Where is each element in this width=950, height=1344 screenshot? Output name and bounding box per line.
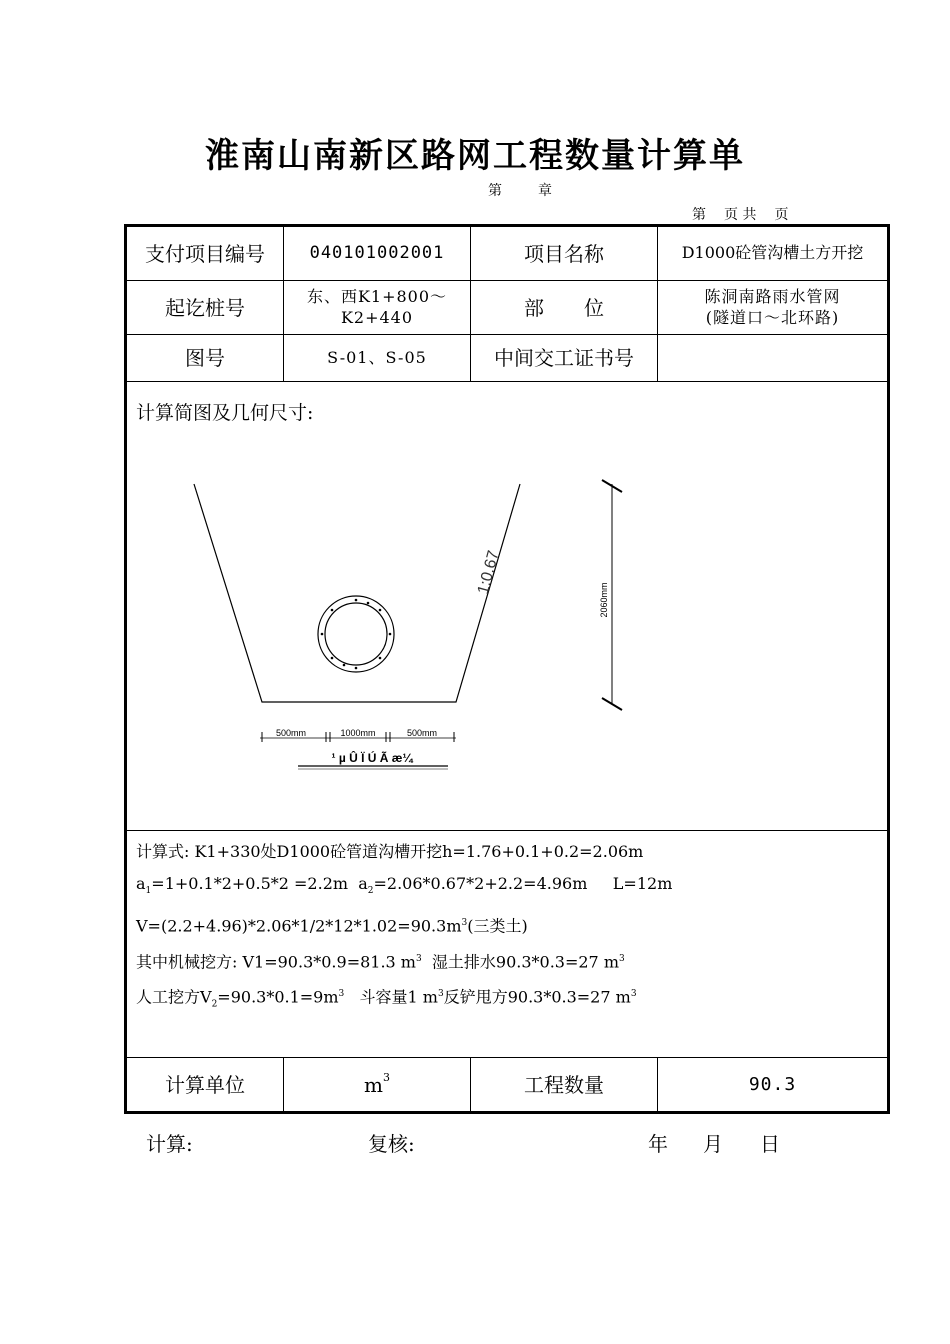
calc-line-1 — [136, 836, 672, 868]
calc-line-2-c: =2.06*0.67*2+2.2=4.96m L=12m — [373, 874, 673, 893]
pipe-rebar-marks — [321, 599, 392, 670]
calc-line-2-b: =1+0.1*2+0.5*2 =2.2m a — [151, 874, 368, 893]
location-value-line2: (隧道口～北环路) — [705, 307, 840, 327]
interim-cert-label: 中间交工证书号 — [494, 346, 634, 370]
calc-sup: 3 — [415, 953, 422, 964]
item-name-value: D1000砼管沟槽土方开挖 — [681, 243, 864, 263]
unit-label: 计算单位 — [165, 1072, 245, 1097]
calc-line-2 — [136, 868, 672, 907]
calc-line-5-b: =90.3*0.1=9m — [217, 987, 339, 1007]
page-title: 淮南山南新区路网工程数量计算单 — [205, 136, 745, 176]
calc-line-4-b: 湿土排水90.3*0.3=27 m — [421, 951, 619, 971]
calc-sup: 3 — [338, 988, 345, 999]
calc-line-3 — [136, 907, 672, 942]
calc-line-5-c: 斗容量1 m — [344, 987, 438, 1007]
footer-month: 月 — [703, 1132, 723, 1156]
dim-mid-label: 1000mm — [340, 728, 376, 738]
calc-sub: 2 — [211, 999, 218, 1010]
payment-item-code-label: 支付项目编号 — [145, 241, 265, 266]
dim-right-label: 500mm — [406, 728, 438, 738]
pipe-outer-ring — [318, 596, 394, 672]
drawing-no-value: S-01、S-05 — [327, 347, 427, 367]
trench-outline — [194, 484, 520, 702]
page-ye: 页 — [774, 207, 789, 223]
footer-calc: 计算: — [146, 1132, 193, 1156]
calc-sup: 3 — [619, 953, 625, 964]
calc-line-1-text: 计算式: K1+330处D1000砼管道沟槽开挖h=1.76+0.1+0.2=2.06m — [136, 842, 644, 861]
calc-a1: a — [136, 874, 146, 893]
quantity-label: 工程数量 — [524, 1072, 604, 1097]
depth-label: 2060mm — [599, 582, 609, 618]
calc-sub: 2 — [367, 886, 374, 897]
footer-day: 日 — [760, 1132, 780, 1156]
chainage-value-line2: K2+440 — [340, 307, 414, 327]
footer-review: 复核: — [368, 1132, 415, 1156]
chainage-label: 起讫桩号 — [165, 295, 245, 320]
calc-sup: 3 — [437, 988, 444, 999]
diagram-section-label: 计算简图及几何尺寸: — [136, 402, 314, 424]
drawing-no-label: 图号 — [185, 346, 225, 370]
page-ye-gong: 页 共 — [724, 207, 757, 223]
calc-line-4-a: 其中机械挖方: V1=90.3*0.9=81.3 m — [136, 951, 416, 971]
calc-line-5-a: 人工挖方V — [136, 987, 212, 1007]
chainage-value-line1: 东、西K1+800～ — [306, 286, 448, 306]
location-value-line1: 陈洞南路雨水管网 — [704, 286, 841, 306]
quantity-value: 90.3 — [748, 1073, 797, 1095]
calc-line-5-d: 反铲甩方90.3*0.3=27 m — [443, 987, 631, 1007]
chapter-zhang: 章 — [538, 183, 554, 199]
calc-line-3-b: (三类土) — [467, 916, 528, 936]
slope-label: 1:0.67 — [474, 548, 503, 597]
calc-sup: 3 — [461, 918, 468, 929]
calc-sub: 1 — [145, 886, 152, 897]
item-name-label: 项目名称 — [524, 241, 604, 266]
chapter-di: 第 — [488, 183, 504, 199]
unit-value-sup: 3 — [382, 1071, 390, 1085]
dim-left-label: 500mm — [275, 728, 307, 738]
pipe-inner-ring — [325, 603, 387, 665]
calc-line-4 — [136, 943, 672, 978]
page-di: 第 — [692, 207, 706, 223]
footer-year: 年 — [648, 1132, 668, 1156]
calculation-block — [136, 836, 672, 1020]
diagram-caption: ¹ µ Û Ï Ú Ã æ¼ — [331, 751, 413, 765]
calc-line-5 — [136, 978, 672, 1021]
calc-sup: 3 — [630, 988, 637, 999]
calc-line-3-a: V=(2.2+4.96)*2.06*1/2*12*1.02=90.3m — [136, 916, 462, 936]
unit-value — [284, 1058, 470, 1111]
payment-item-code-value: 040101002001 — [309, 243, 445, 264]
location-label: 部 位 — [524, 295, 604, 320]
unit-value-text: m — [364, 1072, 383, 1097]
